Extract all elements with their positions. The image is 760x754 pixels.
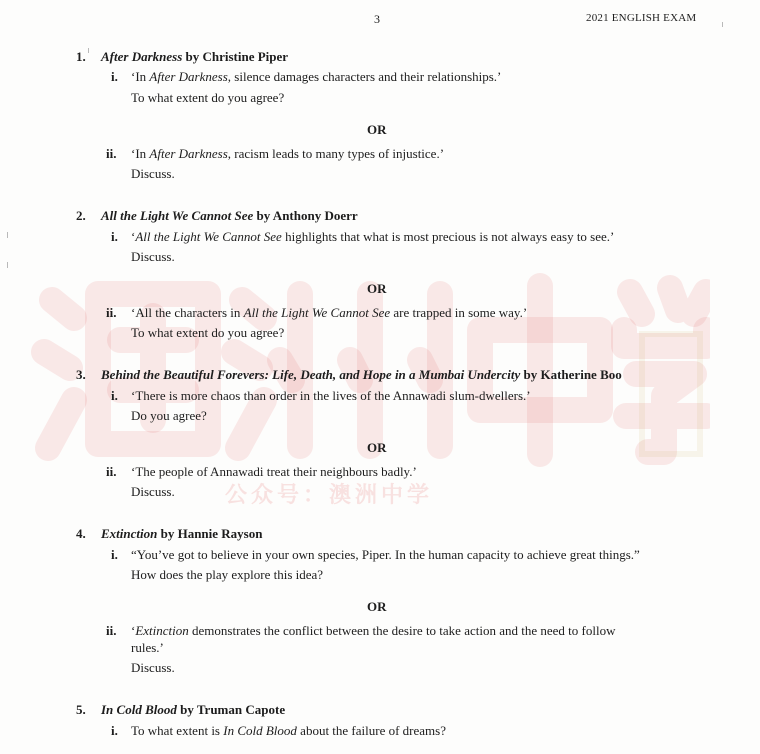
quote-text: ‘In bbox=[131, 69, 150, 84]
option-prompt: To what extent do you agree? bbox=[131, 90, 285, 105]
text-title: All the Light We Cannot See bbox=[101, 208, 254, 223]
quote-text-italic: In Cold Blood bbox=[223, 723, 297, 738]
quote-text: , racism leads to many types of injustice.’ bbox=[227, 146, 445, 161]
or-separator: OR bbox=[367, 122, 387, 137]
option-prompt: Do you agree? bbox=[131, 408, 207, 423]
or-separator: OR bbox=[367, 281, 387, 296]
option-quote bbox=[131, 547, 640, 563]
quote-text-italic: After Darkness bbox=[149, 146, 228, 161]
option-quote-continuation: rules.’ bbox=[131, 640, 164, 655]
question-number: 5. bbox=[76, 702, 86, 717]
quote-text: highlights that what is most precious is not always easy to see.’ bbox=[281, 229, 615, 244]
quote-text: “You’ve got to believe in your own species, Piper. In the human capacity to achieve great things.” bbox=[131, 547, 640, 562]
scan-margin-mark bbox=[88, 48, 89, 53]
question-number: 3. bbox=[76, 367, 86, 382]
option-label: i. bbox=[111, 723, 118, 738]
quote-text-italic: Extinction bbox=[135, 623, 189, 638]
option-prompt: Discuss. bbox=[131, 166, 175, 181]
quote-text: ‘All the characters in bbox=[131, 305, 244, 320]
text-author: by Truman Capote bbox=[176, 702, 286, 717]
option-prompt: To what extent do you agree? bbox=[131, 325, 285, 340]
quote-text: ‘The people of Annawadi treat their neighbours badly.’ bbox=[131, 464, 417, 479]
option-quote bbox=[131, 229, 614, 245]
option-quote bbox=[131, 723, 446, 739]
scan-margin-mark bbox=[7, 262, 8, 268]
option-label: ii. bbox=[106, 305, 117, 320]
exam-title: 2021 ENGLISH EXAM bbox=[586, 12, 697, 24]
text-author: by Anthony Doerr bbox=[253, 208, 358, 223]
scan-margin-mark bbox=[7, 232, 8, 238]
scan-margin-mark bbox=[722, 22, 723, 27]
option-label: i. bbox=[111, 229, 118, 244]
question-number: 4. bbox=[76, 526, 86, 541]
option-label: ii. bbox=[106, 146, 117, 161]
question-title bbox=[101, 702, 285, 718]
question-number: 2. bbox=[76, 208, 86, 223]
quote-text-italic: All the Light We Cannot See bbox=[135, 229, 282, 244]
option-label: ii. bbox=[106, 464, 117, 479]
question-title bbox=[101, 208, 358, 224]
quote-text: ‘ bbox=[131, 623, 136, 638]
quote-text-italic: All the Light We Cannot See bbox=[243, 305, 391, 320]
option-label: i. bbox=[111, 547, 118, 562]
question-title bbox=[101, 526, 262, 542]
text-title: Behind the Beautiful Forevers: Life, Death, and Hope in a Mumbai Undercity bbox=[101, 367, 521, 382]
text-title: In Cold Blood bbox=[101, 702, 177, 717]
watermark-caption: 公众号：澳洲中学 bbox=[225, 483, 434, 508]
option-label: i. bbox=[111, 69, 118, 84]
quote-text: are trapped in some way.’ bbox=[390, 305, 528, 320]
text-title: After Darkness bbox=[101, 49, 183, 64]
text-author: by Christine Piper bbox=[182, 49, 289, 64]
or-separator: OR bbox=[367, 599, 387, 614]
option-quote bbox=[131, 69, 501, 85]
option-prompt: Discuss. bbox=[131, 249, 175, 264]
option-quote bbox=[131, 305, 527, 321]
option-quote bbox=[131, 464, 417, 480]
quote-text: demonstrates the conflict between the desire to take action and the need to follow bbox=[188, 623, 616, 638]
quote-text: ‘There is more chaos than order in the lives of the Annawadi slum-dwellers.’ bbox=[131, 388, 531, 403]
option-quote bbox=[131, 388, 531, 404]
or-separator: OR bbox=[367, 440, 387, 455]
quote-text: ‘In bbox=[131, 146, 150, 161]
option-prompt: How does the play explore this idea? bbox=[131, 567, 324, 582]
page-number: 3 bbox=[374, 12, 380, 26]
option-quote bbox=[131, 146, 444, 162]
question-number: 1. bbox=[76, 49, 86, 64]
text-title: Extinction bbox=[101, 526, 158, 541]
text-author: by Hannie Rayson bbox=[157, 526, 263, 541]
option-prompt: Discuss. bbox=[131, 484, 175, 499]
question-title bbox=[101, 49, 288, 65]
quote-text: about the failure of dreams? bbox=[296, 723, 446, 738]
option-prompt: Discuss. bbox=[131, 660, 175, 675]
quote-text: To what extent is bbox=[131, 723, 224, 738]
option-quote bbox=[131, 623, 615, 639]
question-title bbox=[101, 367, 622, 383]
text-author: by Katherine Boo bbox=[520, 367, 622, 382]
option-label: i. bbox=[111, 388, 118, 403]
option-label: ii. bbox=[106, 623, 117, 638]
quote-text-italic: After Darkness bbox=[149, 69, 228, 84]
quote-text: , silence damages characters and their relationships.’ bbox=[227, 69, 502, 84]
quote-text: ‘ bbox=[131, 229, 136, 244]
